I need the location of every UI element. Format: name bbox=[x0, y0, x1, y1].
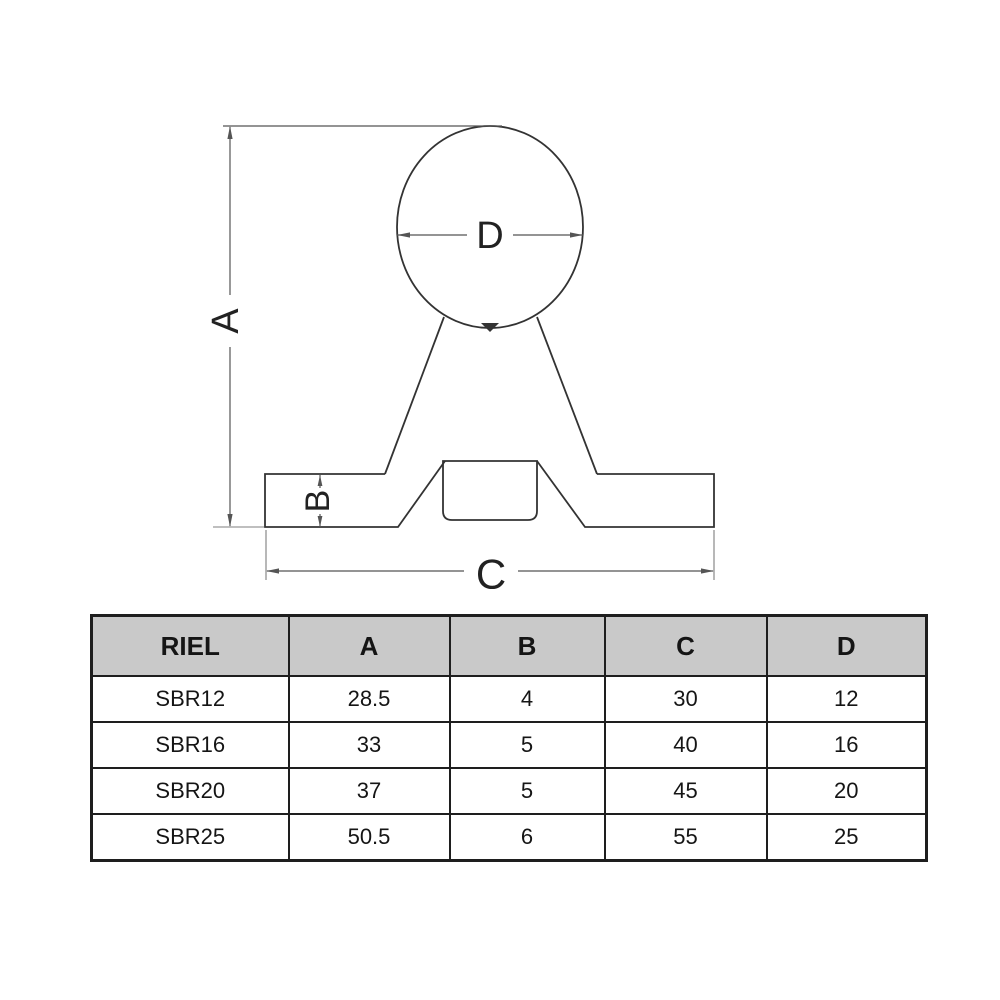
header-cell-d: D bbox=[767, 616, 927, 677]
cell-model: SBR20 bbox=[92, 768, 289, 814]
dimension-a bbox=[205, 126, 502, 527]
cell-b: 5 bbox=[450, 722, 605, 768]
dimension-c-label: C bbox=[475, 550, 507, 598]
dimension-c-arrow-right bbox=[701, 568, 714, 573]
cell-model: SBR16 bbox=[92, 722, 289, 768]
base-left-outline bbox=[265, 461, 445, 527]
table-header-row bbox=[92, 616, 927, 677]
right-leg-line bbox=[537, 317, 597, 474]
cell-c: 55 bbox=[605, 814, 767, 861]
dimension-c bbox=[266, 530, 714, 598]
header-cell-riel: RIEL bbox=[92, 616, 289, 677]
cell-d: 12 bbox=[767, 676, 927, 722]
cell-c: 40 bbox=[605, 722, 767, 768]
cell-a: 50.5 bbox=[289, 814, 450, 861]
cell-a: 37 bbox=[289, 768, 450, 814]
dimension-a-label: A bbox=[205, 308, 247, 334]
dimension-b-arrow-down bbox=[318, 516, 323, 527]
dimension-a-arrow-up bbox=[227, 126, 232, 139]
cell-c: 30 bbox=[605, 676, 767, 722]
dimension-c-arrow-left bbox=[266, 568, 279, 573]
cell-a: 33 bbox=[289, 722, 450, 768]
left-leg-line bbox=[385, 317, 444, 474]
dimension-d-arrow-right bbox=[570, 232, 583, 237]
cell-b: 4 bbox=[450, 676, 605, 722]
header-cell-a: A bbox=[289, 616, 450, 677]
cell-d: 16 bbox=[767, 722, 927, 768]
center-channel-block bbox=[443, 461, 537, 520]
cell-b: 6 bbox=[450, 814, 605, 861]
dimension-b bbox=[299, 475, 337, 527]
table-row bbox=[92, 676, 927, 722]
cell-d: 25 bbox=[767, 814, 927, 861]
cell-b: 5 bbox=[450, 768, 605, 814]
table-row bbox=[92, 814, 927, 861]
dimension-d bbox=[397, 215, 583, 257]
cell-c: 45 bbox=[605, 768, 767, 814]
cell-d: 20 bbox=[767, 768, 927, 814]
cell-model: SBR25 bbox=[92, 814, 289, 861]
header-cell-b: B bbox=[450, 616, 605, 677]
base-right-outline bbox=[537, 461, 714, 527]
cell-model: SBR12 bbox=[92, 676, 289, 722]
dimension-d-label: D bbox=[476, 215, 504, 257]
dimension-d-arrow-left bbox=[397, 232, 410, 237]
header-cell-c: C bbox=[605, 616, 767, 677]
dimension-a-arrow-down bbox=[227, 514, 232, 527]
spec-table bbox=[90, 614, 928, 862]
dimension-b-label: B bbox=[299, 489, 337, 513]
table-row bbox=[92, 768, 927, 814]
table-row bbox=[92, 722, 927, 768]
dimension-b-arrow-up bbox=[318, 475, 323, 486]
cell-a: 28.5 bbox=[289, 676, 450, 722]
